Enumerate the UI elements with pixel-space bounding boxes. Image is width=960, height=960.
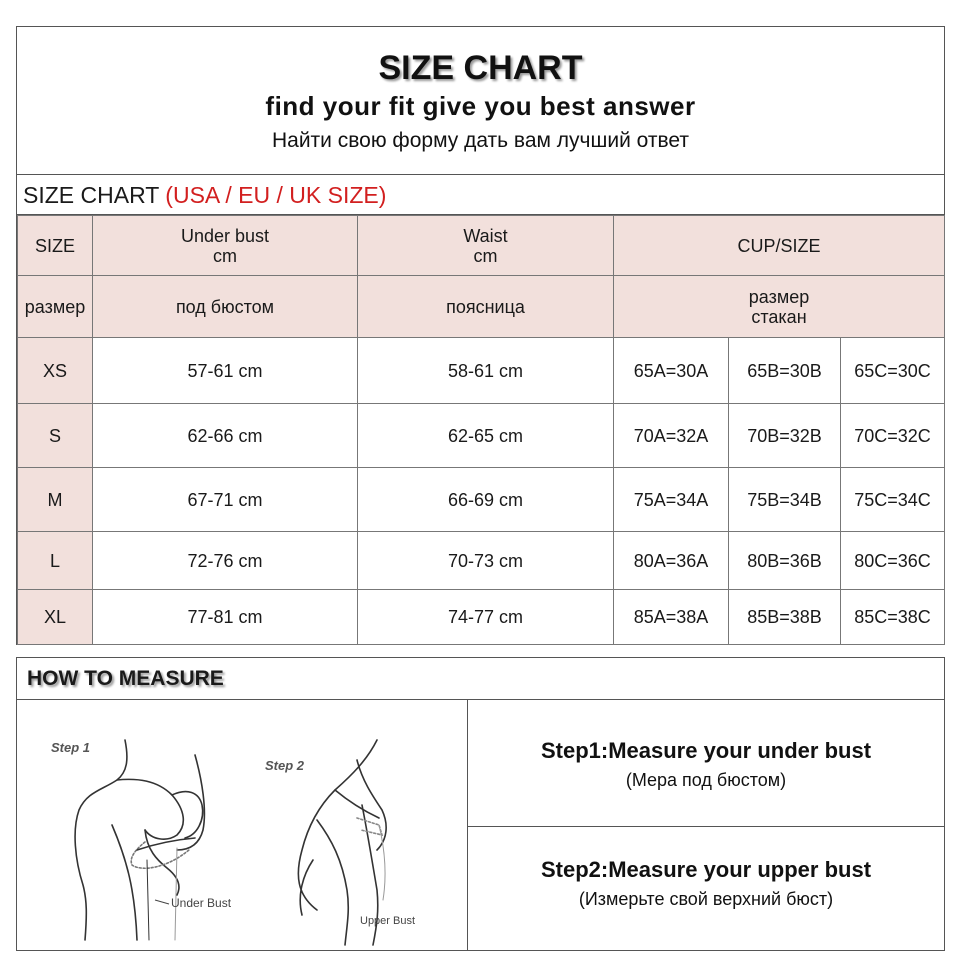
- cell-waist: 62-65 cm: [358, 404, 614, 468]
- cell-cup-a: 80A=36A: [614, 532, 729, 590]
- step2-box: [468, 827, 944, 950]
- page-title: SIZE CHART: [378, 49, 583, 87]
- cell-size: S: [18, 404, 93, 468]
- cell-cup-c: 80C=36C: [841, 532, 945, 590]
- step1-text-ru: (Мера под бюстом): [625, 770, 787, 790]
- cell-cup-c: 85C=38C: [841, 590, 945, 645]
- col-header-size-ru: размер: [18, 276, 93, 338]
- cell-waist: 66-69 cm: [358, 468, 614, 532]
- table-header-row-ru: [18, 276, 945, 338]
- cell-waist: 70-73 cm: [358, 532, 614, 590]
- measure-illustration-svg: [17, 700, 467, 950]
- step1-caption: Under Bust: [171, 896, 232, 910]
- cell-cup-b: 75B=34B: [729, 468, 841, 532]
- cell-size: L: [18, 532, 93, 590]
- cell-cup-b: 65B=30B: [729, 338, 841, 404]
- col-header-waist: [358, 216, 614, 276]
- step1-figure: [75, 740, 204, 940]
- chart-heading-prefix: SIZE CHART: [23, 182, 166, 208]
- table-row: [18, 404, 945, 468]
- step2-text-ru: (Измерьте свой верхний бюст): [578, 889, 834, 909]
- table-row: [18, 590, 945, 645]
- header-box: [17, 27, 944, 175]
- cell-size: M: [18, 468, 93, 532]
- cell-cup-c: 75C=34C: [841, 468, 945, 532]
- subtitle-ru: Найти свою форму дать вам лучший ответ: [271, 129, 690, 152]
- col-header-cup-ru-line2: стакан: [751, 306, 807, 327]
- col-header-size: SIZE: [18, 216, 93, 276]
- cell-cup-a: 85A=38A: [614, 590, 729, 645]
- cell-under-bust: 57-61 cm: [93, 338, 358, 404]
- subtitle: find your fit give you best answer: [265, 91, 696, 121]
- cell-under-bust: 77-81 cm: [93, 590, 358, 645]
- step2-label: Step 2: [265, 758, 305, 773]
- cell-cup-a: 75A=34A: [614, 468, 729, 532]
- cell-waist: 74-77 cm: [358, 590, 614, 645]
- cell-cup-a: 70A=32A: [614, 404, 729, 468]
- table-row: [18, 338, 945, 404]
- cell-cup-c: 70C=32C: [841, 404, 945, 468]
- col-header-waist-label: Waist: [463, 225, 508, 246]
- measure-illustration: [17, 700, 468, 950]
- step1-label: Step 1: [51, 740, 91, 755]
- how-to-measure-heading: HOW TO MEASURE: [17, 658, 944, 700]
- col-header-waist-ru: поясница: [358, 276, 614, 338]
- cell-cup-b: 85B=38B: [729, 590, 841, 645]
- cell-under-bust: 72-76 cm: [93, 532, 358, 590]
- chart-heading-region: (USA / EU / UK SIZE): [165, 182, 387, 208]
- table-row: [18, 468, 945, 532]
- table-row: [18, 532, 945, 590]
- step1-pointer: [155, 900, 169, 904]
- chart-heading: [17, 175, 944, 215]
- cell-under-bust: 62-66 cm: [93, 404, 358, 468]
- cell-size: XL: [18, 590, 93, 645]
- cell-cup-a: 65A=30A: [614, 338, 729, 404]
- cell-cup-b: 70B=32B: [729, 404, 841, 468]
- col-header-waist-unit: cm: [473, 245, 498, 266]
- col-header-cup-ru: [614, 276, 945, 338]
- cell-waist: 58-61 cm: [358, 338, 614, 404]
- cell-cup-b: 80B=36B: [729, 532, 841, 590]
- step1-box: [468, 700, 944, 827]
- col-header-under-bust-ru: под бюстом: [93, 276, 358, 338]
- col-header-under-bust-label: Under bust: [180, 225, 270, 246]
- cell-cup-c: 65C=30C: [841, 338, 945, 404]
- cell-size: XS: [18, 338, 93, 404]
- step2-text: Step2:Measure your upper bust: [540, 857, 872, 882]
- size-chart-panel: [16, 26, 945, 645]
- col-header-cup-ru-line1: размер: [748, 286, 810, 307]
- size-table: [17, 215, 945, 645]
- cell-under-bust: 67-71 cm: [93, 468, 358, 532]
- step2-caption: Upper Bust: [360, 915, 416, 927]
- table-header-row: [18, 216, 945, 276]
- how-to-measure-panel: [16, 657, 945, 951]
- step1-text: Step1:Measure your under bust: [540, 738, 872, 763]
- col-header-under-bust-unit: cm: [213, 245, 237, 266]
- col-header-under-bust: [93, 216, 358, 276]
- col-header-cup: CUP/SIZE: [614, 216, 945, 276]
